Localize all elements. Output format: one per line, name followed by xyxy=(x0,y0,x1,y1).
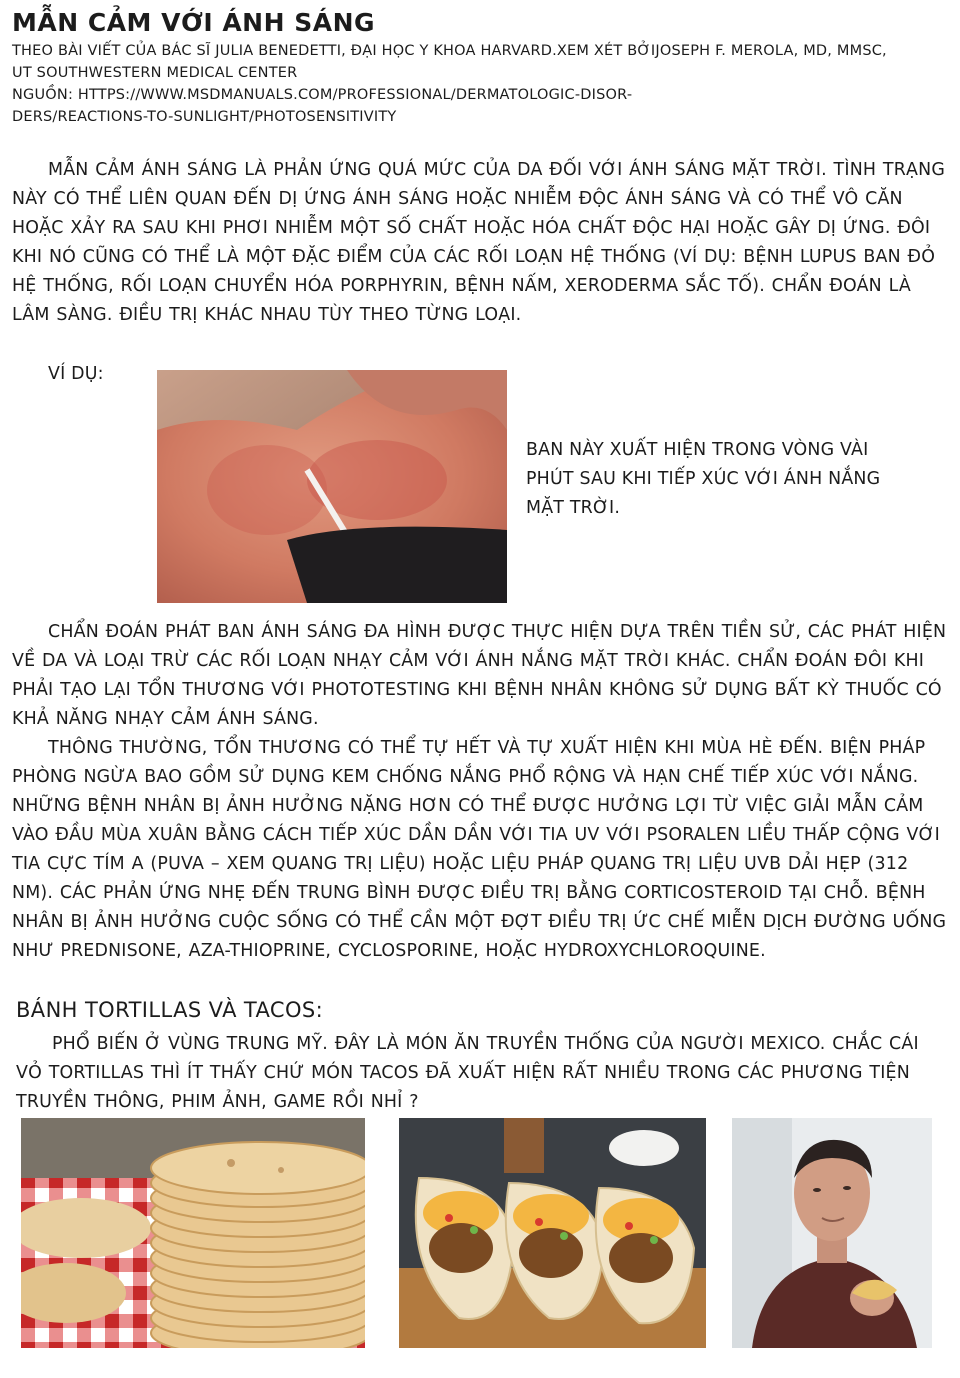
tortillas-paragraph: PHỔ BIẾN Ở VÙNG TRUNG MỸ. ĐÂY LÀ MÓN ĂN TRUYỀN THỐNG CỦA NGƯỜI MEXICO. CHẮC CÁI VỎ TORTILLAS THÌ ÍT THẤY CHỨ MÓN TACOS ĐÃ XUẤT HIỆN RẤT NHIỀU TRONG CÁC PHƯƠNG TIỆN TRUYỀN THÔNG, PHIM ẢNH, GAME RỒI NHỈ ? xyxy=(16,1034,919,1112)
source-line-2: DERS/REACTIONS-TO-SUNLIGHT/PHOTOSENSITIVITY xyxy=(12,109,397,125)
example-label: VÍ DỤ: xyxy=(48,364,104,384)
rash-caption: BAN NÀY XUẤT HIỆN TRONG VÒNG VÀI PHÚT SAU KHI TIẾP XÚC VỚI ÁNH NẮNG MẶT TRỜI. xyxy=(526,440,881,518)
man-eating-taco-photo xyxy=(732,1118,932,1348)
intro-paragraph: MẪN CẢM ÁNH SÁNG LÀ PHẢN ỨNG QUÁ MỨC CỦA DA ĐỐI VỚI ÁNH SÁNG MẶT TRỜI. TÌNH TRẠNG NÀY CÓ THỂ LIÊN QUAN ĐẾN DỊ ỨNG ÁNH SÁNG HOẶC NHIỄM ĐỘC ÁNH SÁNG VÀ CÓ THỂ VÔ CĂN HOẶC XẢY RA SAU KHI PHƠI NHIỄM MỘT SỐ CHẤT HOẶC HÓA CHẤT ĐỘC HẠI HOẶC GÂY DỊ ỨNG. ĐÔI KHI NÓ CŨNG CÓ THỂ LÀ MỘT ĐẶC ĐIỂM CỦA CÁC RỐI LOẠN HỆ THỐNG (VÍ DỤ: BỆNH LUPUS BAN ĐỎ HỆ THỐNG, RỐI LOẠN CHUYỂN HÓA PORPHYRIN, BỆNH NẤM, XERODERMA SẮC TỐ). CHẨN ĐOÁN LÀ LÂM SÀNG. ĐIỀU TRỊ KHÁC NHAU TÙY THEO TỪNG LOẠI. xyxy=(12,160,945,325)
diagnosis-paragraph: CHẨN ĐOÁN PHÁT BAN ÁNH SÁNG ĐA HÌNH ĐƯỢC THỰC HIỆN DỰA TRÊN TIỀN SỬ, CÁC PHÁT HIỆN VỀ DA VÀ LOẠI TRỪ CÁC RỐI LOẠN NHẠY CẢM VỚI ÁNH NẮNG MẶT TRỜI KHÁC. CHẨN ĐOÁN ĐÔI KHI PHẢI TẠO LẠI TỔN THƯƠNG VỚI PHOTOTESTING KHI BỆNH NHÂN KHÔNG SỬ DỤNG BẤT KỲ THUỐC CÓ KHẢ NĂNG NHẠY CẢM ÁNH SÁNG. xyxy=(12,622,947,729)
source-line-1: NGUỒN: HTTPS://WWW.MSDMANUALS.COM/PROFESSIONAL/DERMATOLOGIC-DISOR- xyxy=(12,87,633,103)
rash-photo xyxy=(157,370,507,603)
institution: UT SOUTHWESTERN MEDICAL CENTER xyxy=(12,65,298,81)
page-title: MẪN CẢM VỚI ÁNH SÁNG xyxy=(12,8,376,37)
section-heading-tortillas: BÁNH TORTILLAS VÀ TACOS: xyxy=(16,998,324,1022)
byline: THEO BÀI VIẾT CỦA BÁC SĨ JULIA BENEDETTI, ĐẠI HỌC Y KHOA HARVARD.XEM XÉT BỞIJOSEPH F. MEROLA, MD, MMSC, xyxy=(12,43,887,59)
tacos-photo xyxy=(399,1118,706,1348)
tortilla-stack-photo xyxy=(21,1118,365,1348)
treatment-paragraph: THÔNG THƯỜNG, TỔN THƯƠNG CÓ THỂ TỰ HẾT VÀ TỰ XUẤT HIỆN KHI MÙA HÈ ĐẾN. BIỆN PHÁP PHÒNG NGỪA BAO GỒM SỬ DỤNG KEM CHỐNG NẮNG PHỔ RỘNG VÀ HẠN CHẾ TIẾP XÚC VỚI NẮNG. NHỮNG BỆNH NHÂN BỊ ẢNH HƯỞNG NẶNG HƠN CÓ THỂ ĐƯỢC HƯỞNG LỢI TỪ VIỆC GIẢI MẪN CẢM VÀO ĐẦU MÙA XUÂN BẰNG CÁCH TIẾP XÚC DẦN DẦN VỚI TIA UV VỚI PSORALEN LIỀU THẤP CỘNG VỚI TIA CỰC TÍM A (PUVA – XEM QUANG TRỊ LIỆU) HOẶC LIỆU PHÁP QUANG TRỊ LIỆU UVB DẢI HẸP (312 NM). CÁC PHẢN ỨNG NHẸ ĐẾN TRUNG BÌNH ĐƯỢC ĐIỀU TRỊ BẰNG CORTICOSTEROID TẠI CHỖ. BỆNH NHÂN BỊ ẢNH HƯỞNG CUỘC SỐNG CÓ THỂ CẦN MỘT ĐỢT ĐIỀU TRỊ ỨC CHẾ MIỄN DỊCH ĐƯỜNG UỐNG NHƯ PREDNISONE, AZA-THIOPRINE, CYCLOSPORINE, HOẶC HYDROXYCHLOROQUINE. xyxy=(12,738,947,961)
